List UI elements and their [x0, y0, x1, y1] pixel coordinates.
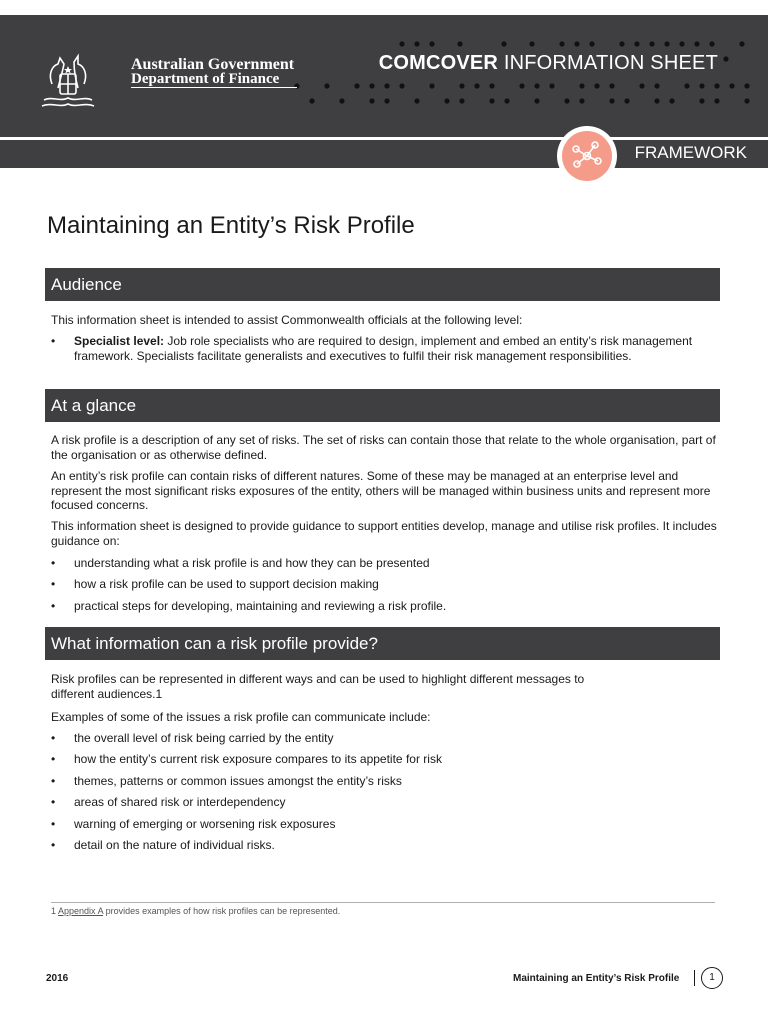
- dot-pattern: [0, 15, 768, 137]
- section-heading-audience: Audience: [45, 268, 720, 301]
- category-badge: [562, 131, 612, 181]
- org-line1: Australian Government: [131, 56, 295, 73]
- page-title: Maintaining an Entity’s Risk Profile: [47, 212, 415, 239]
- audience-intro: This information sheet is intended to assist Commonwealth officials at the following level:: [51, 313, 523, 327]
- info-paragraph-1-line1: Risk profiles can be represented in different ways and can be used to highlight different messages to: [51, 672, 585, 686]
- list-item: • detail on the nature of individual risks.: [51, 838, 719, 853]
- list-item: • how a risk profile can be used to support decision making: [51, 577, 719, 592]
- category-label: FRAMEWORK: [634, 143, 747, 162]
- info-paragraph-2: Examples of some of the issues a risk profile can communicate include:: [51, 710, 431, 724]
- footer-separator: [694, 970, 695, 986]
- list-item: • how the entity’s current risk exposure compares to its appetite for risk: [51, 752, 719, 767]
- footnote: [51, 906, 340, 916]
- list-item: • understanding what a risk profile is and how they can be presented: [51, 556, 719, 571]
- government-wordmark: [131, 58, 297, 88]
- appendix-link[interactable]: Appendix A: [58, 906, 104, 916]
- sheet-title-bold: COMCOVER: [378, 52, 499, 74]
- footnote-number: 1: [51, 906, 57, 916]
- glance-paragraph-2: An entity’s risk profile can contain risks of different natures. Some of these may be managed at an enterprise level and represent the most significant risks exposures of the entity, others will be managed within business units and represent more focused concerns.: [51, 469, 711, 512]
- list-item: • areas of shared risk or interdependency: [51, 795, 719, 810]
- page-number: 1: [701, 967, 723, 989]
- footnote-text: provides examples of how risk profiles can be represented.: [105, 906, 341, 916]
- glance-paragraph-1: A risk profile is a description of any set of risks. The set of risks can contain those that relate to the whole organisation, part of the organisation or as otherwise defined.: [51, 433, 716, 462]
- org-line2: Department of Finance: [131, 72, 297, 88]
- bullet-text: Job role specialists who are required to design, implement and embed an entity’s risk management framework. Specialists facilitate generalists and executives to fulfil their risk management responsibilities.: [74, 334, 693, 363]
- list-item: [51, 334, 719, 363]
- section-heading-what-information: What information can a risk profile provide?: [45, 627, 720, 660]
- info-paragraph-1: [51, 672, 719, 701]
- header-banner: [0, 15, 768, 137]
- coat-of-arms-icon: [38, 44, 98, 118]
- footnote-divider: [51, 902, 715, 903]
- sheet-title-rest: INFORMATION SHEET: [503, 52, 718, 74]
- list-item: • themes, patterns or common issues amongst the entity’s risks: [51, 774, 719, 789]
- bullet-label: Specialist level:: [74, 334, 165, 348]
- sheet-title: [379, 52, 718, 75]
- footer-title: Maintaining an Entity’s Risk Profile: [513, 973, 680, 984]
- list-item: • practical steps for developing, maintaining and reviewing a risk profile.: [51, 599, 719, 614]
- glance-paragraph-3: This information sheet is designed to provide guidance to support entities develop, manage and utilise risk profiles. It includes guidance on:: [51, 519, 717, 548]
- footer-year: 2016: [46, 973, 69, 984]
- network-nodes-icon: [562, 131, 612, 181]
- list-item: • the overall level of risk being carried by the entity: [51, 731, 719, 746]
- list-item: • warning of emerging or worsening risk exposures: [51, 817, 719, 832]
- info-paragraph-1-line2: different audiences.1: [51, 686, 163, 701]
- section-heading-at-a-glance: At a glance: [45, 389, 720, 422]
